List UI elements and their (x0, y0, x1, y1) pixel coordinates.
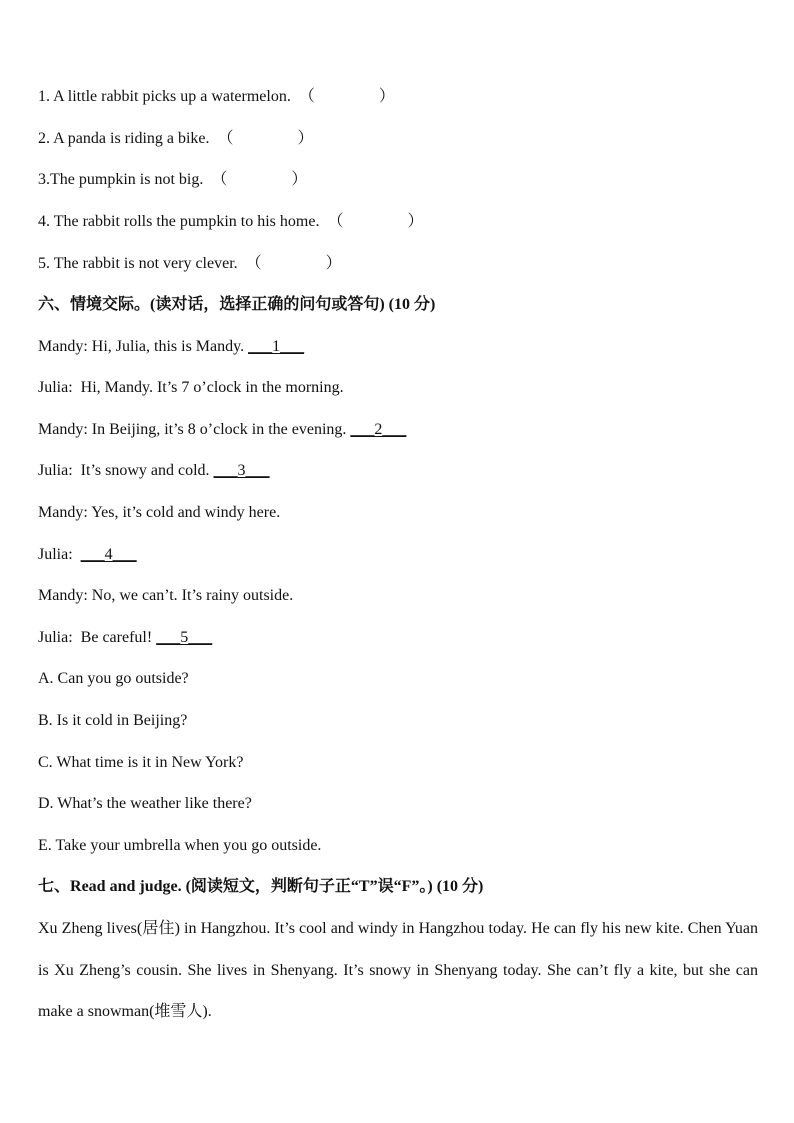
dialogue-line-5 (38, 503, 280, 523)
dialogue-text: In Beijing, it’s 8 o’clock in the evening. (91, 421, 347, 438)
section-7-prefix: 七、 (38, 878, 71, 895)
dialogue-text: It’s snowy and cold. (80, 462, 210, 479)
dialogue-line-6 (38, 545, 137, 565)
reading-passage: Xu Zheng lives(居住) in Hangzhou. It’s cool and windy in Hangzhou today. He can fly his new kite. Chen Yuan is Xu Zheng’s cousin. She lives in Shenyang. It’s snowy in Shenyang today. She can’t fly a kite, but she can make a snowman(堆雪人). (38, 920, 758, 1020)
tf-item-text: 3.The pumpkin is not big. (38, 171, 204, 188)
answer-parentheses[interactable]: （ ） (327, 213, 424, 230)
option-a: A. Can you go outside? (38, 670, 189, 687)
dialogue-text: Hi, Mandy. It’s 7 o’clock in the morning. (80, 379, 344, 396)
answer-blank-5[interactable]: ___5___ (156, 629, 213, 646)
section-7-title-rest: (阅读短文，判断句子正“T”误“F”。) (10 分) (181, 878, 484, 895)
dialogue-line-8 (38, 628, 212, 648)
dialogue-text: No, we can’t. It’s rainy outside. (91, 587, 294, 604)
dialogue-speaker: Mandy: (38, 421, 88, 438)
dialogue-speaker: Mandy: (38, 587, 88, 604)
dialogue-line-7 (38, 586, 293, 606)
dialogue-line-1 (38, 337, 304, 357)
answer-blank-4[interactable]: ___4___ (80, 546, 137, 563)
tf-item-4 (38, 212, 423, 232)
dialogue-speaker: Julia: (38, 629, 73, 646)
tf-item-text: 2. A panda is riding a bike. (38, 130, 210, 147)
dialogue-text: Yes, it’s cold and windy here. (91, 504, 281, 521)
section-7-heading (38, 877, 483, 897)
answer-parentheses[interactable]: （ ） (217, 130, 314, 147)
dialogue-speaker: Mandy: (38, 338, 88, 355)
dialogue-speaker: Mandy: (38, 504, 88, 521)
option-e: E. Take your umbrella when you go outside. (38, 837, 322, 854)
section-7-title-en: Read and judge. (70, 878, 182, 895)
tf-item-3 (38, 170, 307, 190)
section-6-heading: 六、情境交际。(读对话，选择正确的问句或答句) (10 分) (38, 296, 436, 313)
dialogue-speaker: Julia: (38, 379, 73, 396)
dialogue-speaker: Julia: (38, 462, 73, 479)
tf-item-2 (38, 129, 314, 149)
tf-item-5 (38, 254, 342, 274)
answer-blank-2[interactable]: ___2___ (350, 421, 407, 438)
option-d: D. What’s the weather like there? (38, 795, 252, 812)
answer-blank-3[interactable]: ___3___ (213, 462, 270, 479)
option-b: B. Is it cold in Beijing? (38, 712, 188, 729)
tf-item-text: 1. A little rabbit picks up a watermelon. (38, 88, 291, 105)
answer-parentheses[interactable]: （ ） (298, 88, 395, 105)
tf-item-text: 4. The rabbit rolls the pumpkin to his home. (38, 213, 320, 230)
dialogue-line-3 (38, 420, 406, 440)
answer-parentheses[interactable]: （ ） (245, 255, 342, 272)
dialogue-text: Be careful! (80, 629, 153, 646)
dialogue-line-4 (38, 461, 270, 481)
tf-item-1 (38, 87, 395, 107)
dialogue-speaker: Julia: (38, 546, 73, 563)
tf-item-text: 5. The rabbit is not very clever. (38, 255, 238, 272)
dialogue-text: Hi, Julia, this is Mandy. (91, 338, 245, 355)
answer-parentheses[interactable]: （ ） (211, 171, 308, 188)
dialogue-line-2 (38, 378, 344, 398)
option-c: C. What time is it in New York? (38, 754, 244, 771)
answer-blank-1[interactable]: ___1___ (248, 338, 305, 355)
